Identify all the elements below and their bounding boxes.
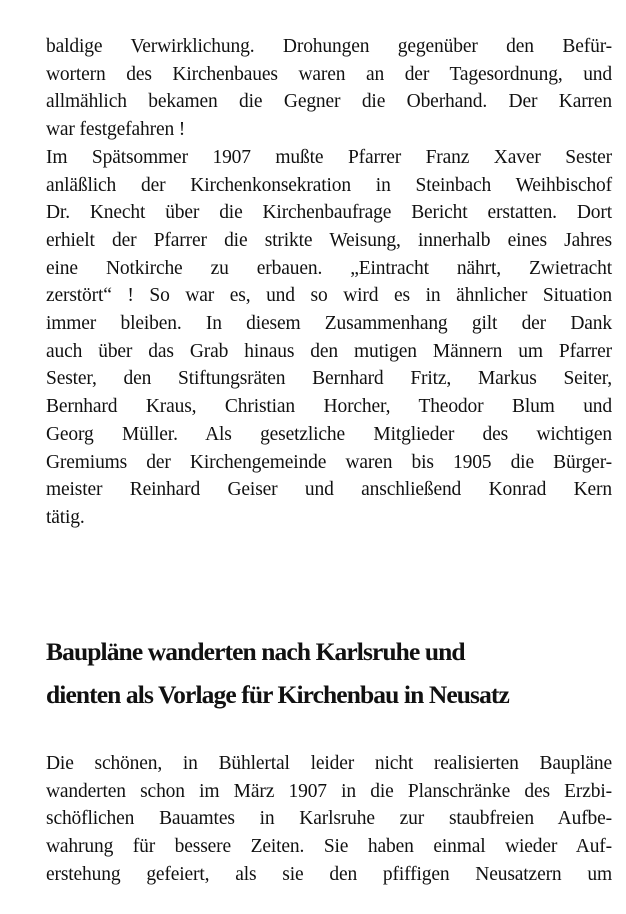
text-line: allmählich bekamen die Gegner die Oberhand. Der Karren: [46, 91, 612, 113]
body-text-bottom: [46, 750, 612, 889]
heading-line: Baupläne wanderten nach Karlsruhe und: [46, 637, 465, 666]
text-line: Die schönen, in Bühlertal leider nicht realisierten Baupläne: [46, 753, 612, 774]
text-line: immer bleiben. In diesem Zusammenhang gilt der Dank: [46, 313, 612, 335]
text-line: baldige Verwirklichung. Drohungen gegenüber den Befür-: [46, 36, 612, 57]
text-line: Im Spätsommer 1907 mußte Pfarrer Franz Xaver Sester: [46, 146, 612, 168]
text-line: Gremiums der Kirchengemeinde waren bis 1905 die Bürger-: [46, 451, 612, 473]
section-heading: [46, 630, 612, 716]
text-line: wahrung für bessere Zeiten. Sie haben einmal wieder Auf-: [46, 836, 612, 858]
text-line: eine Notkirche zu erbauen. „Eintracht nährt, Zwietracht: [46, 257, 612, 279]
text-line: Bernhard Kraus, Christian Horcher, Theodor Blum und: [46, 396, 612, 418]
text-line: Sester, den Stiftungsräten Bernhard Fritz, Markus Seiter,: [46, 368, 612, 390]
text-line: Dr. Knecht über die Kirchenbaufrage Bericht erstatten. Dort: [46, 202, 612, 224]
text-line: auch über das Grab hinaus den mutigen Männern um Pfarrer: [46, 340, 612, 362]
text-line: war festgefahren !: [46, 119, 186, 141]
body-text-top: [46, 33, 612, 532]
text-line: erstehung gefeiert, als sie den pfiffigen Neusatzern um: [46, 863, 612, 885]
text-line: schöflichen Bauamtes in Karlsruhe zur staubfreien Aufbe-: [46, 808, 612, 830]
document-page: [46, 0, 612, 914]
text-line: Georg Müller. Als gesetzliche Mitglieder des wichtigen: [46, 423, 612, 445]
heading-line: dienten als Vorlage für Kirchenbau in Neusatz: [46, 680, 509, 709]
text-line: erhielt der Pfarrer die strikte Weisung, innerhalb eines Jahres: [46, 229, 612, 251]
text-line: zerstört“ ! So war es, und so wird es in ähnlicher Situation: [46, 285, 612, 307]
text-line: meister Reinhard Geiser und anschließend Konrad Kern: [46, 479, 612, 501]
text-line: anläßlich der Kirchenkonsekration in Steinbach Weihbischof: [46, 174, 612, 196]
text-line: wanderten schon im März 1907 in die Planschränke des Erzbi-: [46, 780, 612, 802]
text-line: wortern des Kirchenbaues waren an der Tagesordnung, und: [46, 63, 612, 85]
text-line: tätig.: [46, 506, 85, 528]
